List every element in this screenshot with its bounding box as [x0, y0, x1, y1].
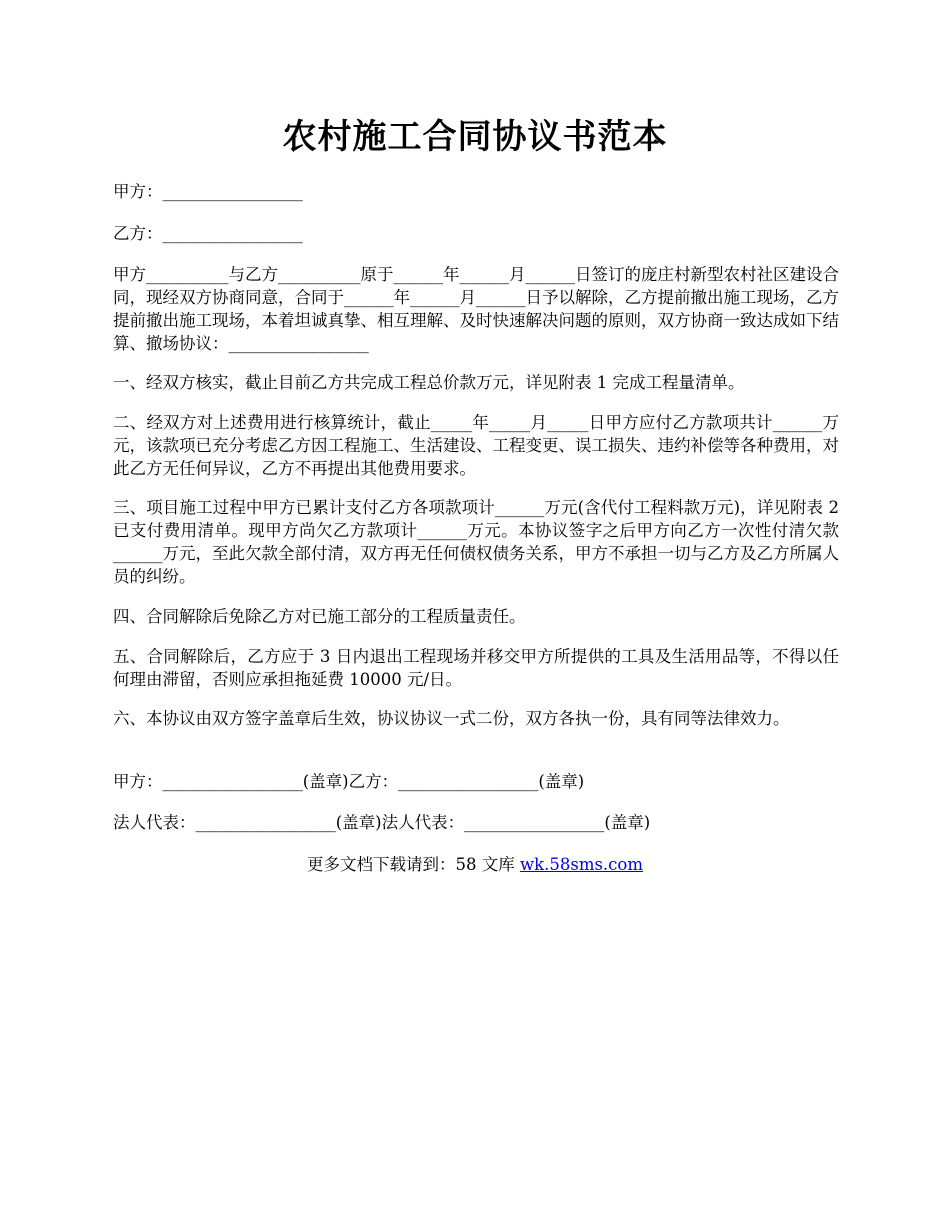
footer-text: 更多文档下载请到：58 文库 [306, 855, 520, 874]
document-title: 农村施工合同协议书范本 [282, 117, 668, 157]
clause-4: 四、合同解除后免除乙方对已施工部分的工程质量责任。 [113, 607, 526, 626]
clause-1: 一、经双方核实，截止目前乙方共完成工程总价款万元，详见附表 1 完成工程量清单。 [113, 373, 745, 392]
party-b-line: 乙方：_________________ [113, 224, 303, 243]
signature-line-representatives: 法人代表：_________________(盖章)法人代表：_________________(盖章) [113, 813, 651, 832]
clause-3: 三、项目施工过程中甲方已累计支付乙方各项款项计______万元(含代付工程料款万元)，详见附表 2 已支付费用清单。现甲方尚欠乙方款项计______万元。本协议签字之后甲方向乙方一次性付清欠款______万元，至此欠款全部付清，双方再无任何债权债务关系，甲方不承担一切与乙方及乙方所属人员的纠纷。 [113, 498, 839, 586]
clause-5: 五、合同解除后，乙方应于 3 日内退出工程现场并移交甲方所提供的工具及生活用品等，不得以任何理由滞留，否则应承担拖延费 10000 元/日。 [113, 647, 839, 689]
footer-link[interactable]: wk.58sms.com [519, 855, 643, 874]
clause-2: 二、经双方对上述费用进行核算统计，截止_____年_____月_____日甲方应付乙方款项共计______万元，该款项已充分考虑乙方因工程施工、生活建设、工程变更、误工损失、违约补偿等各种费用，对此乙方无任何异议，乙方不再提出其他费用要求。 [113, 413, 839, 478]
intro-paragraph: 甲方__________与乙方__________原于______年______月______日签订的庞庄村新型农村社区建设合同，现经双方协商同意，合同于______年______月______日予以解除，乙方提前撤出施工现场，乙方提前撤出施工现场，本着坦诚真挚、相互理解、及时快速解决问题的原则，双方协商一致达成如下结算、撤场协议：_________________ [113, 265, 839, 353]
footer [0, 853, 950, 876]
signature-line-parties: 甲方：_________________(盖章)乙方：_________________(盖章) [113, 772, 585, 791]
clause-6: 六、本协议由双方签字盖章后生效，协议协议一式二份，双方各执一份，具有同等法律效力。 [113, 709, 790, 728]
party-a-line: 甲方：_________________ [113, 182, 303, 201]
